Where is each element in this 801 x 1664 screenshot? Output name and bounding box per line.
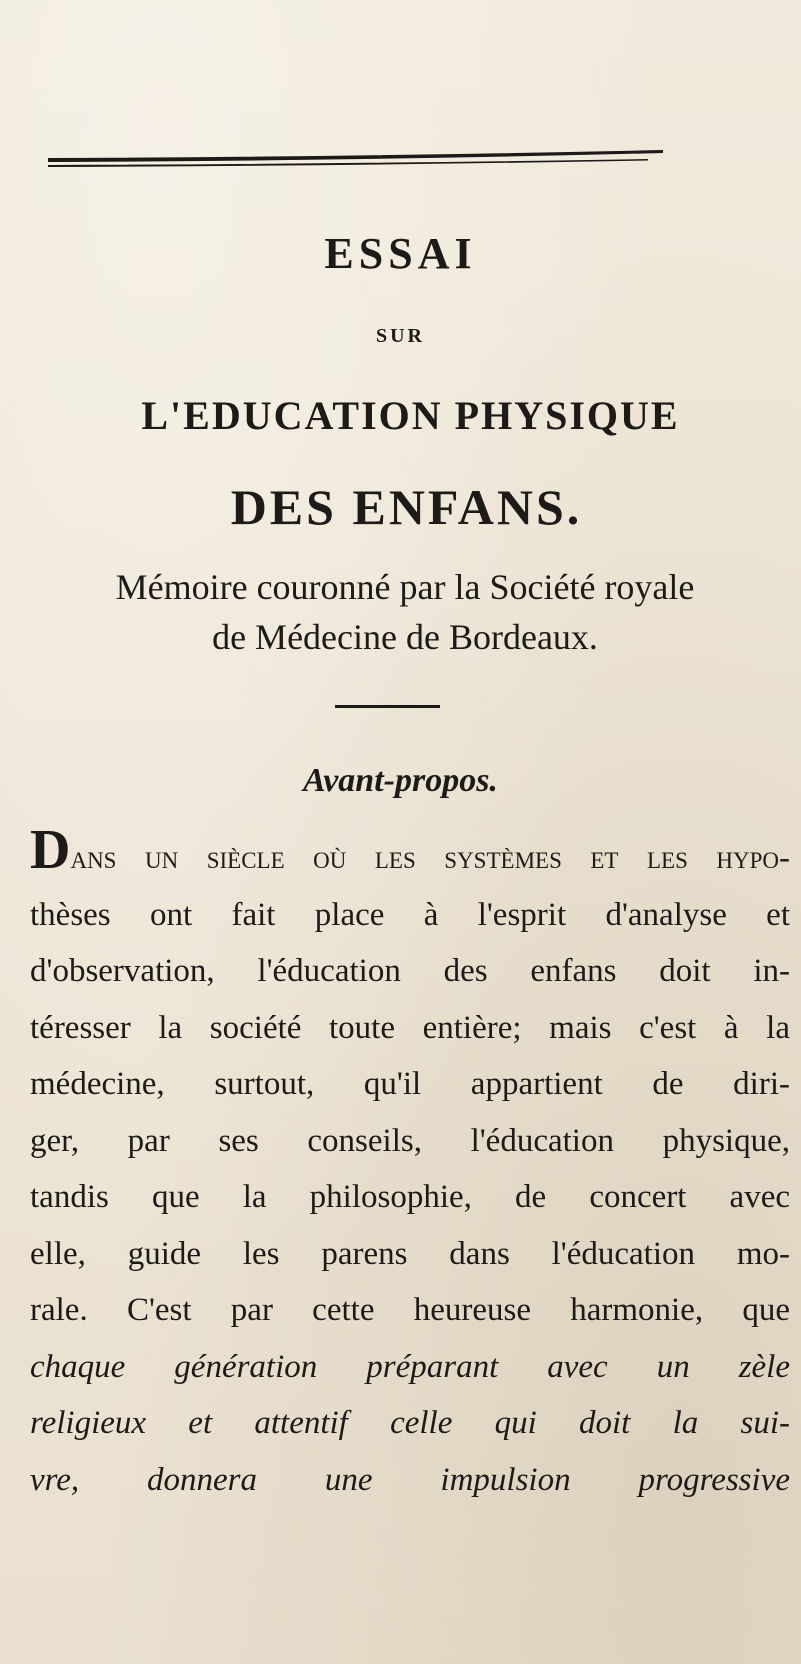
body-line-italic: vre, donnera une impulsion progressive [30, 1461, 790, 1498]
body-line-text: ans un siècle où les systèmes et les hypo- [70, 840, 790, 876]
section-divider [335, 705, 440, 708]
ornamental-rule-top [48, 148, 663, 172]
body-line: thèses ont fait place à l'esprit d'analyse et [30, 896, 790, 933]
body-line [30, 819, 790, 887]
body-line: elle, guide les parens dans l'éducation mo- [30, 1235, 790, 1272]
body-line-italic: chaque génération préparant avec un zèle [30, 1348, 790, 1385]
subtitle-memoire [45, 562, 765, 662]
title-education-physique: L'EDUCATION PHYSIQUE [141, 393, 680, 438]
subtitle-line-2: de Médecine de Bordeaux. [212, 617, 598, 657]
body-line: tandis que la philosophie, de concert avec [30, 1179, 790, 1215]
body-line: médecine, surtout, qu'il appartient de diri- [30, 1066, 790, 1102]
body-line: d'observation, l'éducation des enfans doit in- [30, 953, 790, 989]
body-line: ger, par ses conseils, l'éducation physique, [30, 1122, 790, 1159]
title-sur: SUR [375, 325, 425, 347]
title-essai: ESSAI [324, 229, 477, 278]
subtitle-line-1: Mémoire couronné par la Société royale [115, 567, 695, 607]
title-des-enfans: DES ENFANS. [230, 479, 583, 535]
section-heading-avant-propos: Avant-propos. [303, 762, 498, 799]
body-paragraph [30, 819, 790, 1508]
body-line-italic: religieux et attentif celle qui doit la sui- [30, 1405, 790, 1441]
body-line: rale. C'est par cette heureuse harmonie, que [30, 1292, 790, 1328]
drop-cap: D [30, 819, 71, 881]
body-line: téresser la société toute entière; mais c'est à la [30, 1009, 790, 1046]
